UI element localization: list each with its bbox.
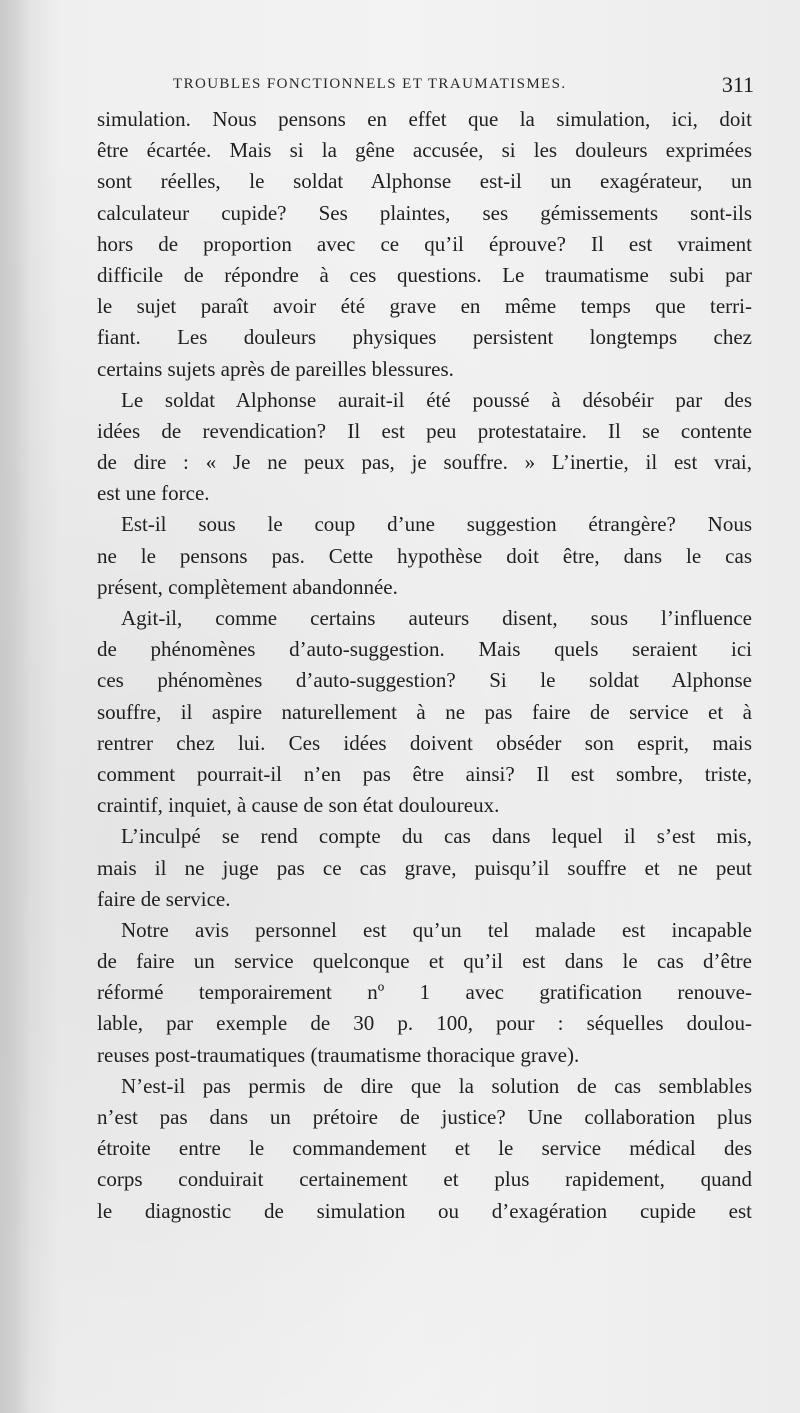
text-line: sont réelles, le soldat Alphonse est-il un exagérateur, un	[97, 169, 752, 194]
text-line: faire de service.	[97, 886, 231, 911]
text-line: réformé temporairement nº 1 avec gratification renouve-	[97, 980, 752, 1005]
text-line: hors de proportion avec ce qu’il éprouve? Il est vraiment	[97, 231, 752, 256]
text-line: de dire : « Je ne peux pas, je souffre. » L’inertie, il est vrai,	[97, 450, 752, 475]
text-line: comment pourrait-il n’en pas être ainsi? Il est sombre, triste,	[97, 761, 752, 786]
text-line: L’inculpé se rend compte du cas dans lequel il s’est mis,	[121, 824, 752, 849]
text-line: Est-il sous le coup d’une suggestion étrangère? Nous	[121, 512, 752, 537]
text-line: le diagnostic de simulation ou d’exagération cupide est	[97, 1198, 752, 1223]
text-line: n’est pas dans un prétoire de justice? Une collaboration plus	[97, 1105, 752, 1129]
text-line: Le soldat Alphonse aurait-il été poussé à désobéir par des	[121, 387, 752, 412]
text-line: étroite entre le commandement et le service médical des	[97, 1136, 752, 1161]
text-line: ne le pensons pas. Cette hypothèse doit être, dans le cas	[97, 543, 752, 568]
text-line: N’est-il pas permis de dire que la solution de cas semblables	[121, 1073, 752, 1098]
text-line: rentrer chez lui. Ces idées doivent obséder son esprit, mais	[97, 730, 752, 755]
text-line: certains sujets après de pareilles blessures.	[97, 356, 454, 381]
text-line: souffre, il aspire naturellement à ne pas faire de service et à	[97, 699, 752, 724]
text-line: simulation. Nous pensons en effet que la simulation, ici, doit	[97, 107, 752, 131]
running-head: TROUBLES FONCTIONNELS ET TRAUMATISMES.	[173, 76, 567, 92]
text-line: présent, complètement abandonnée.	[97, 574, 398, 599]
text-line: mais il ne juge pas ce cas grave, puisqu’il souffre et ne peut	[97, 855, 752, 880]
text-line: ces phénomènes d’auto-suggestion? Si le soldat Alphonse	[97, 668, 752, 693]
text-line: idées de revendication? Il est peu protestataire. Il se contente	[97, 418, 752, 443]
text-line: Notre avis personnel est qu’un tel malade est incapable	[121, 917, 752, 942]
page-gutter-shadow	[0, 0, 30, 1413]
page-number: 311	[721, 72, 754, 97]
text-line: Agit-il, comme certains auteurs disent, sous l’influence	[121, 606, 752, 630]
text-line: calculateur cupide? Ses plaintes, ses gémissements sont-ils	[97, 200, 752, 225]
text-line: de phénomènes d’auto-suggestion. Mais quels seraient ici	[97, 637, 752, 662]
text-line: le sujet paraît avoir été grave en même temps que terri-	[97, 294, 752, 319]
text-line: difficile de répondre à ces questions. Le traumatisme subi par	[97, 262, 752, 287]
body-text	[97, 104, 752, 1227]
text-line: lable, par exemple de 30 p. 100, pour : séquelles doulou-	[97, 1011, 752, 1036]
page-header	[173, 72, 754, 102]
text-line: de faire un service quelconque et qu’il est dans le cas d’être	[97, 949, 752, 974]
text-line: reuses post-traumatiques (traumatisme thoracique grave).	[97, 1042, 580, 1067]
text-line: craintif, inquiet, à cause de son état douloureux.	[97, 793, 500, 818]
text-line: corps conduirait certainement et plus rapidement, quand	[97, 1167, 752, 1192]
text-line: être écartée. Mais si la gêne accusée, si les douleurs exprimées	[97, 138, 752, 163]
text-line: est une force.	[97, 481, 210, 506]
text-line: fiant. Les douleurs physiques persistent longtemps chez	[97, 325, 752, 350]
